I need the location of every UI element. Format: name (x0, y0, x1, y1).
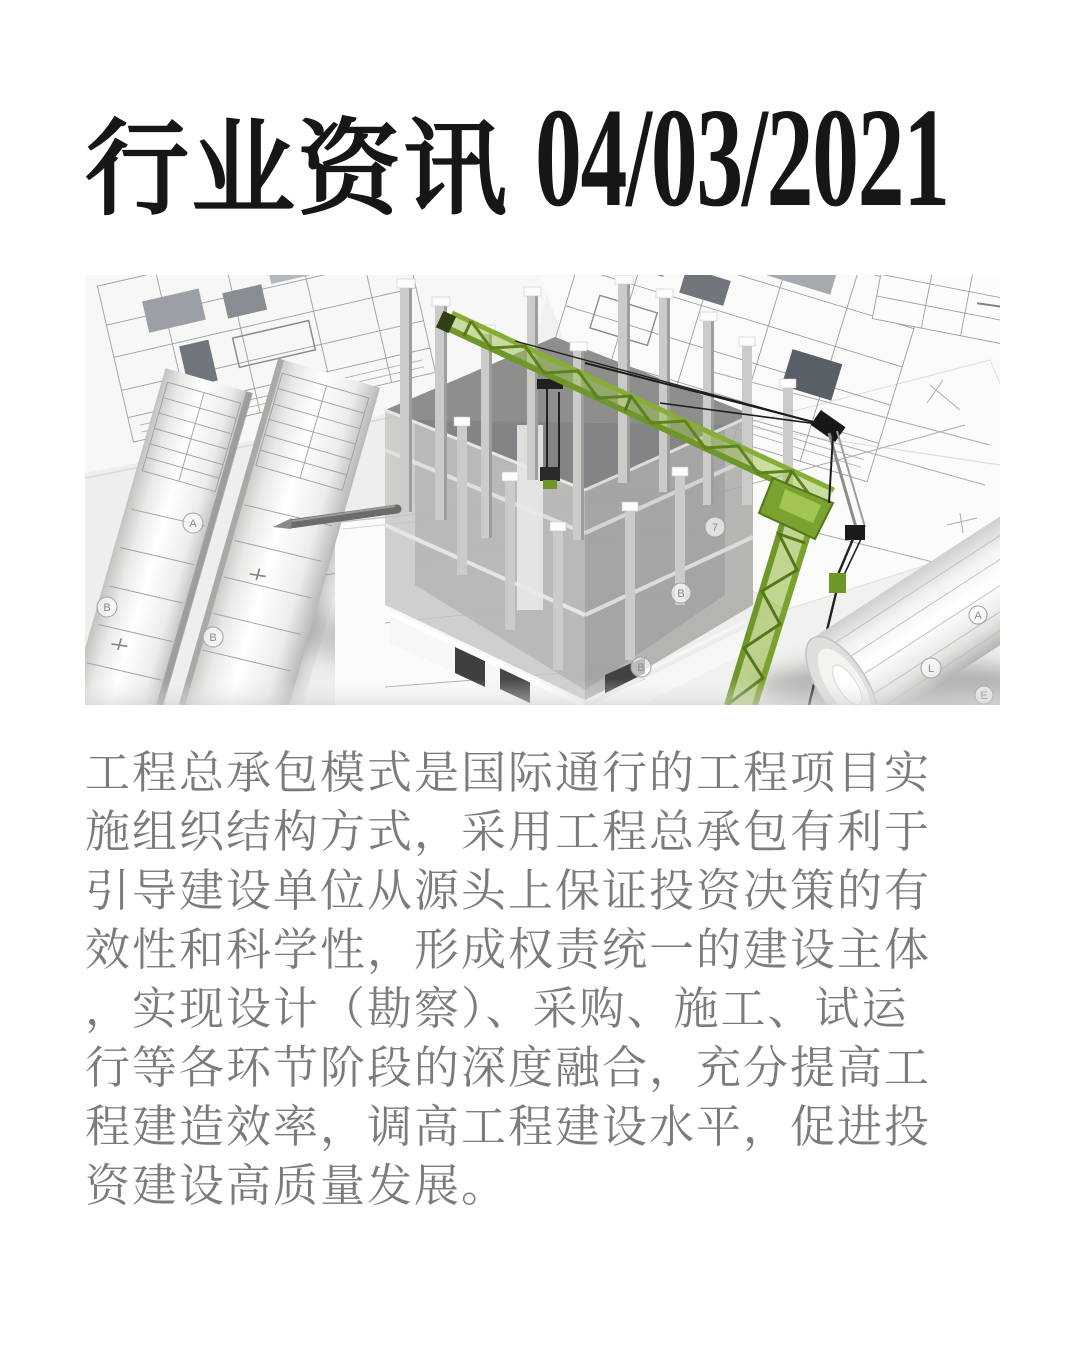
bubble-label: 7 (711, 522, 719, 534)
paragraph-line: 施组织结构方式，采用工程总承包有利于 (85, 806, 932, 857)
paragraph-line: 效性和科学性，形成权责统一的建设主体 (85, 924, 932, 975)
article-paragraph (85, 743, 1000, 1215)
title-date: 04/03/2021 (535, 78, 949, 236)
paragraph-line: 工程总承包模式是国际通行的工程项目实 (85, 747, 932, 798)
bubble-label: B (103, 602, 111, 614)
bubble-label: A (974, 610, 982, 622)
article-container (85, 78, 1000, 1215)
bubble-label: B (209, 632, 217, 644)
hero-image (85, 275, 1000, 705)
bubble-label: B (637, 662, 645, 674)
hero-illustration (85, 275, 1000, 705)
bubble-label: A (189, 518, 197, 530)
paragraph-line: 资建设高质量发展。 (85, 1160, 509, 1211)
paragraph-line: 引导建设单位从源头上保证投资决策的有 (85, 865, 932, 916)
title-text: 行业资讯 (85, 113, 510, 228)
bubble-label: L (927, 663, 935, 675)
page-title (85, 78, 1000, 236)
bottom-shade (85, 679, 1000, 705)
bubble-label: B (677, 588, 685, 600)
paragraph-line: 程建造效率，调高工程建设水平，促进投 (85, 1101, 932, 1152)
paragraph-line: ，实现设计（勘察）、采购、施工、试运 (85, 983, 909, 1034)
page (0, 78, 1080, 1366)
paragraph-line: 行等各环节阶段的深度融合，充分提高工 (85, 1042, 932, 1093)
